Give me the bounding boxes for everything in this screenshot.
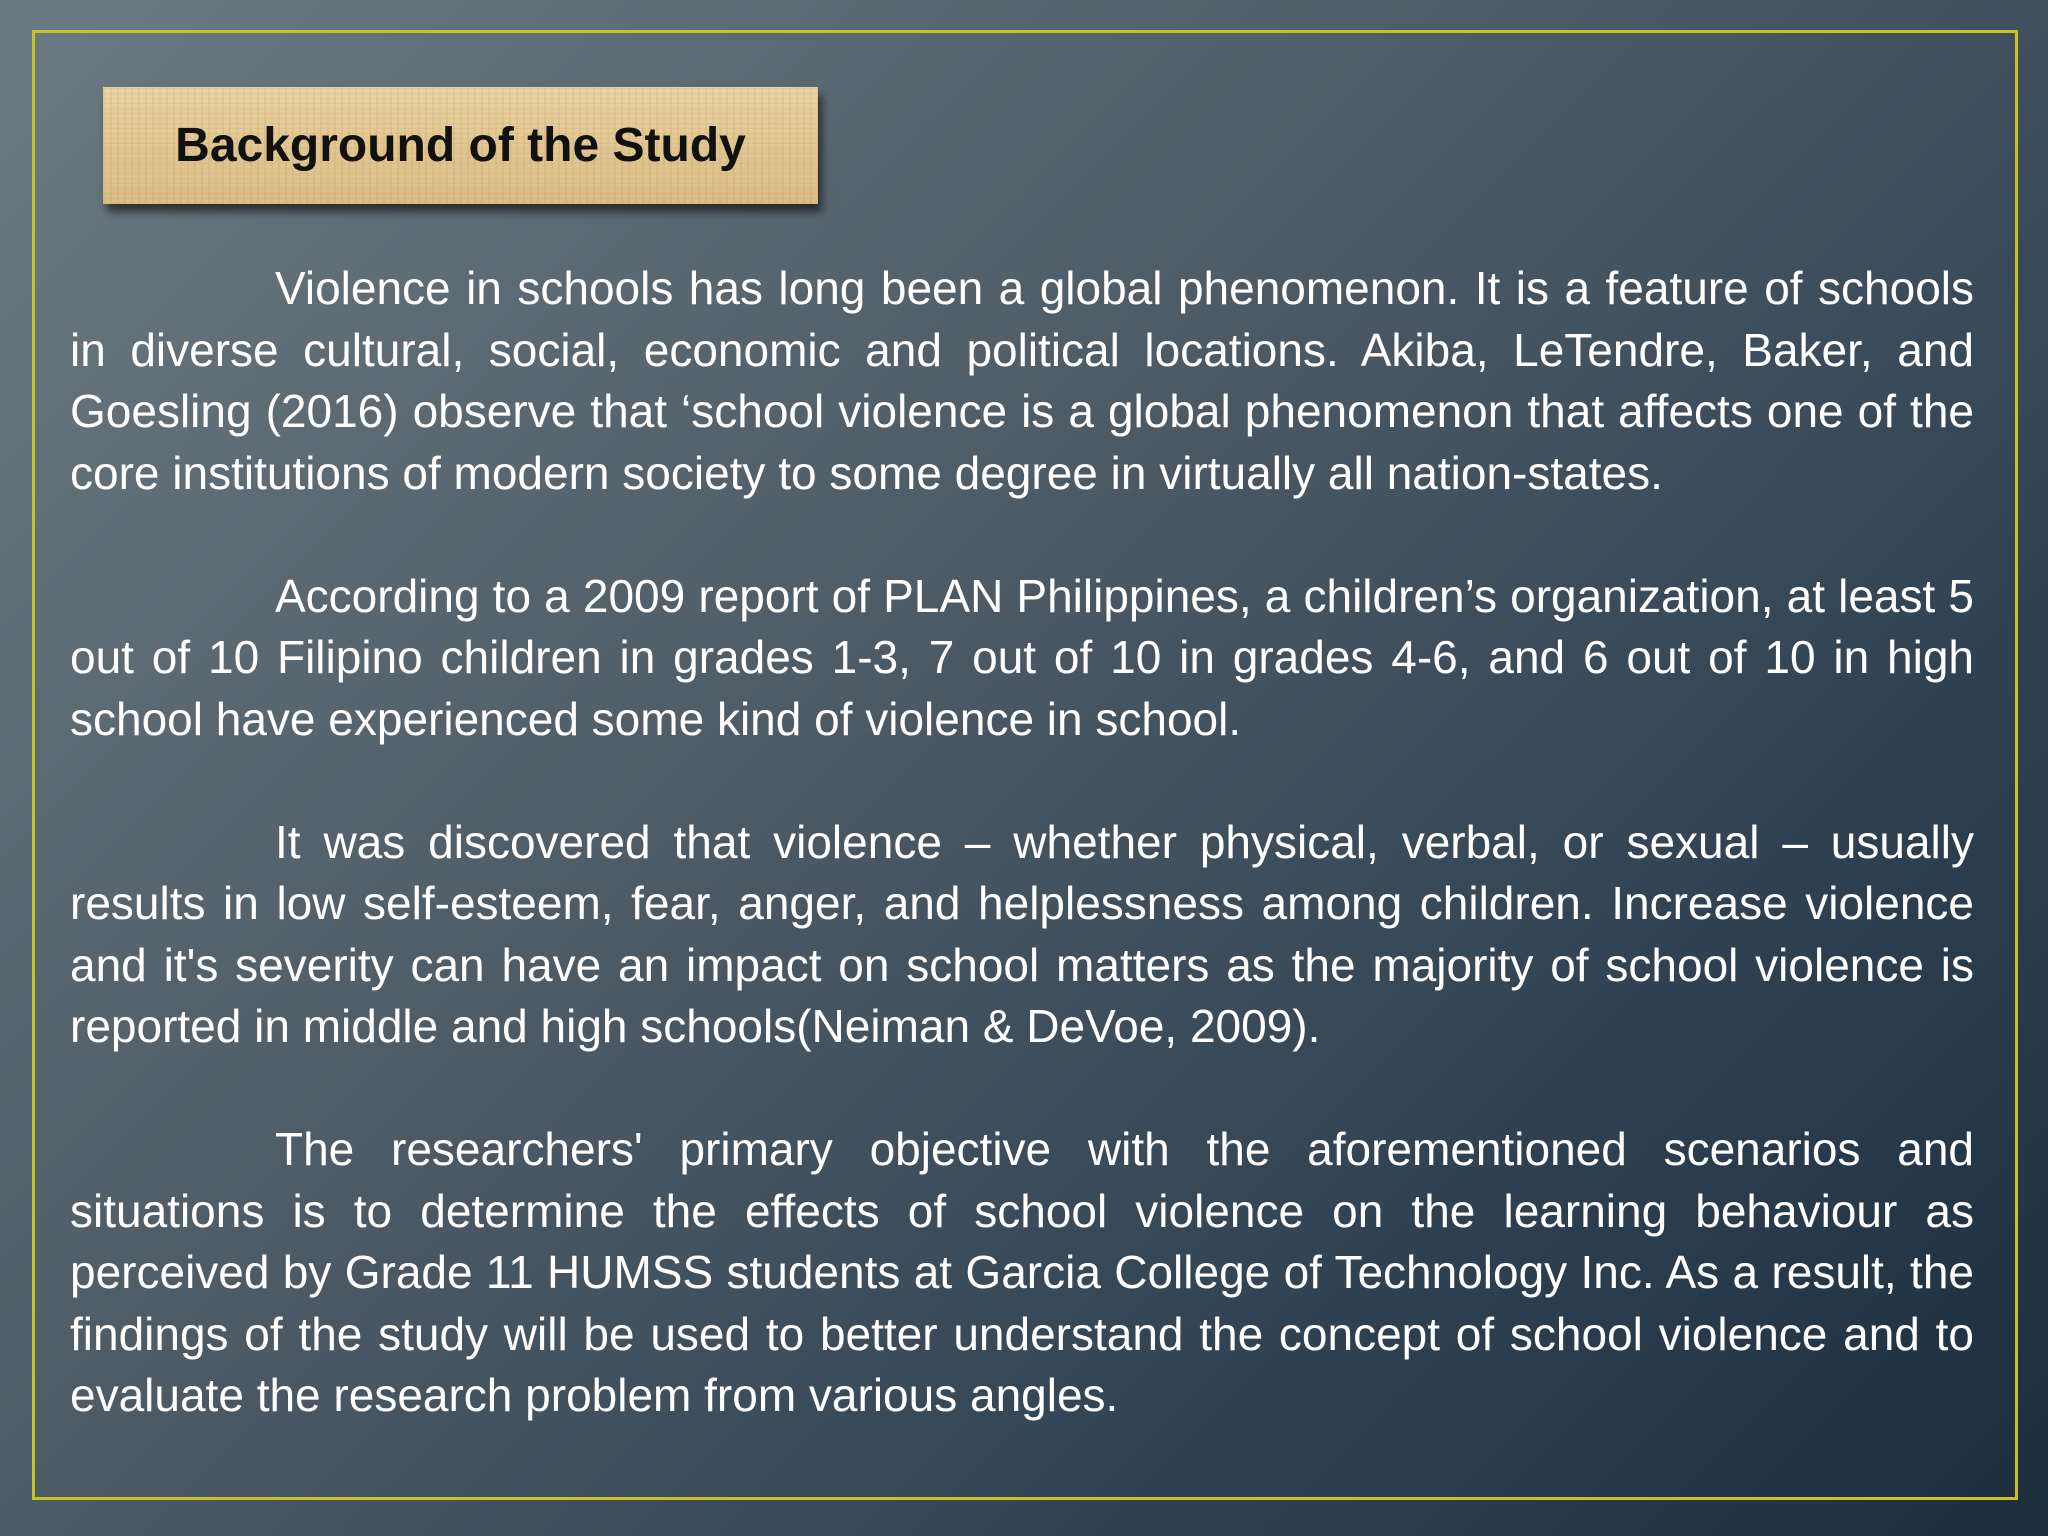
paragraph-3: It was discovered that violence – whether physical, verbal, or sexual – usually results in low self-esteem, fear, anger, and helplessness among children. Increase violence and it's severity can have an impact on school matters as the majority of school violence is reported in middle and high schools(Neiman & DeVoe, 2009). [70, 815, 1974, 1052]
title-banner [103, 87, 818, 204]
paragraph-1: Violence in schools has long been a global phenomenon. It is a feature of schools in diverse cultural, social, economic and political locations. Akiba, LeTendre, Baker, and Goesling (2016) observe that ‘school violence is a global phenomenon that affects one of the core institutions of modern society to some degree in virtually all nation-states. [70, 262, 1974, 499]
slide-body [70, 258, 1974, 1488]
paragraph-2: According to a 2009 report of PLAN Philippines, a children’s organization, at least 5 out of 10 Filipino children in grades 1-3, 7 out of 10 in grades 4-6, and 6 out of 10 in high school have experienced some kind of violence in school. [70, 569, 1974, 745]
slide-title: Background of the Study [175, 119, 746, 172]
paragraph-4: The researchers' primary objective with the aforementioned scenarios and situations is to determine the effects of school violence on the learning behaviour as perceived by Grade 11 HUMSS students at Garcia College of Technology Inc. As a result, the findings of the study will be used to better understand the concept of school violence and to evaluate the research problem from various angles. [70, 1123, 1974, 1421]
